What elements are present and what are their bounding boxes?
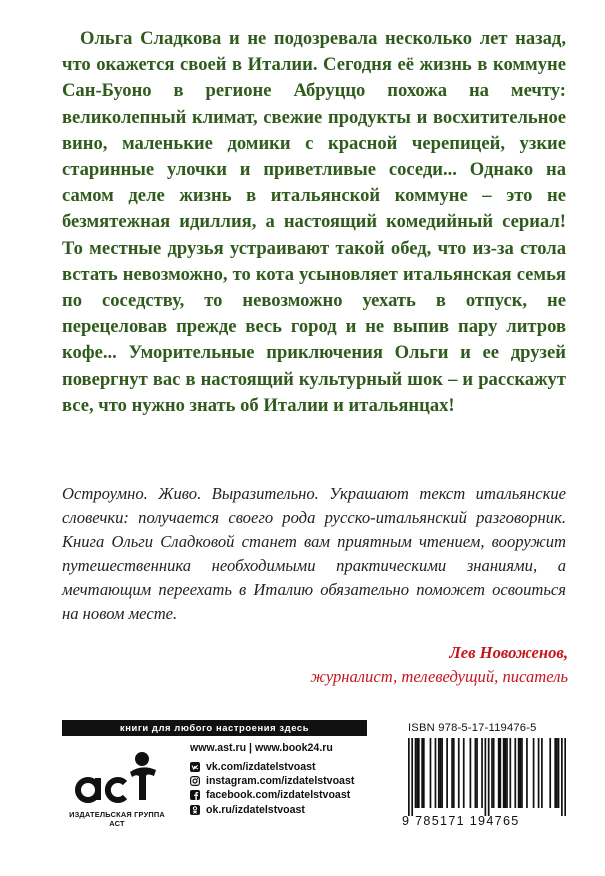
barcode-icon: [408, 738, 566, 816]
review-author-role: журналист, телеведущий, писатель: [310, 667, 568, 686]
ast-logo-icon: [62, 746, 172, 810]
annotation-text: Ольга Сладкова и не подозревала несколько лет назад, что окажется своей в Италии. Сегодня её жизнь в коммуне Сан-Буоно в регионе Абруццо похожа на мечту: великолепный климат, свежие продукты и восхитительное вино, маленькие домики с красной черепицей, узкие старинные улочки и приветливые соседи... Однако на самом деле жизнь в итальянской коммуне – это не безмятежная идиллия, а настоящий комедийный сериал! То местные друзья устраивают такой обед, что из-за стола встать невозможно, то кота усыновляет итальянская семья по соседству, то невозможно уехать в отпуск, не перецеловав прежде весь город и не выпив пару литров кофе... Уморительные приключения Ольги и ее друзей повергнут вас в настоящий культурный шок – и расскажут все, что нужно знать об Италии и итальянцах!: [62, 28, 566, 416]
social-link-text: vk.com/izdatelstvoast: [206, 761, 316, 774]
social-link-text: instagram.com/izdatelstvoast: [206, 775, 355, 788]
odnoklassniki-icon: [190, 805, 200, 815]
social-link-odnoklassniki[interactable]: [190, 803, 354, 817]
vk-icon: [190, 762, 200, 772]
isbn-label: ISBN 978-5-17-119476-5: [408, 722, 537, 734]
publisher-tagline: книги для любого настроения здесь: [62, 720, 367, 736]
publisher-websites[interactable]: www.ast.ru | www.book24.ru: [190, 742, 333, 754]
publisher-links: [190, 742, 354, 817]
publisher-logo-caption: ИЗДАТЕЛЬСКАЯ ГРУППА АСТ: [69, 810, 165, 828]
instagram-icon: [190, 776, 200, 786]
social-link-text: ok.ru/izdatelstvoast: [206, 803, 305, 816]
social-link-facebook[interactable]: [190, 788, 354, 802]
social-link-vk[interactable]: [190, 760, 354, 774]
social-link-text: facebook.com/izdatelstvoast: [206, 789, 351, 802]
review-author-name: Лев Новоженов,: [449, 643, 568, 662]
facebook-icon: [190, 790, 200, 800]
social-link-instagram[interactable]: [190, 774, 354, 788]
review-quote: Остроумно. Живо. Выразительно. Украшают текст итальянские словечки: получается своего рода русско-итальянский разговорник. Книга Ольги Сладковой станет вам приятным чтением, вооружит путешественника необходимыми практическими знаниями, а мечтающим переехать в Италию обязательно поможет освоиться на новом месте.: [62, 484, 566, 623]
publisher-logo: [62, 746, 172, 826]
barcode-digits: 9 785171 194765: [402, 814, 520, 828]
review-author-block: [310, 641, 568, 689]
